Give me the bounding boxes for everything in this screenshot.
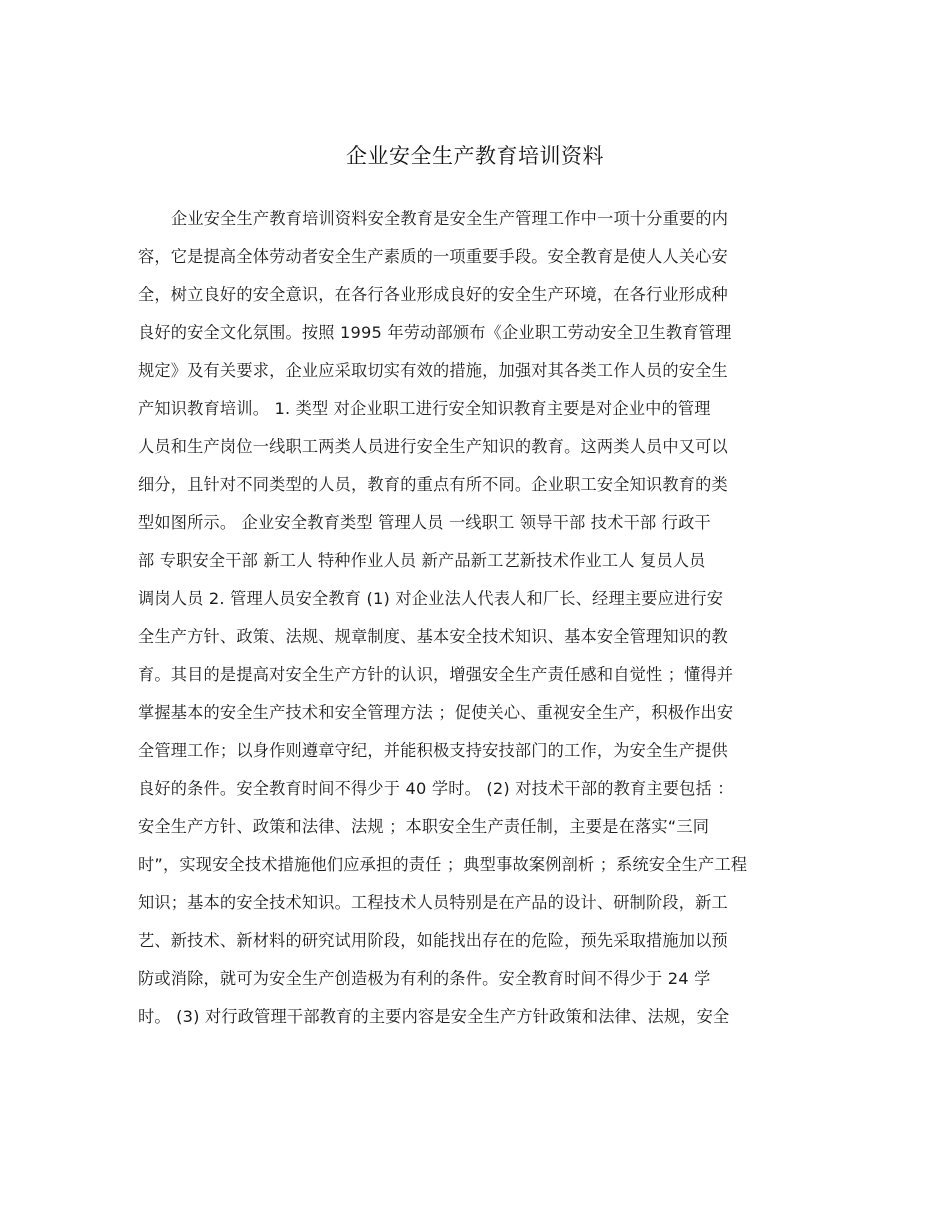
body-line: 型如图所示。 企业安全教育类型 管理人员 一线职工 领导干部 技术干部 行政干	[138, 513, 711, 532]
body-line: 人员和生产岗位一线职工两类人员进行安全生产知识的教育。这两类人员中又可以	[138, 437, 728, 456]
body-line: 全管理工作；以身作则遵章守纪，并能积极支持安技部门的工作，为安全生产提供	[138, 741, 728, 760]
document-body	[138, 200, 828, 1036]
body-line: 育。其目的是提高对安全生产方针的认识，增强安全生产责任感和自觉性 ；懂得并	[138, 665, 734, 684]
body-line: 容，它是提高全体劳动者安全生产素质的一项重要手段。安全教育是使人人关心安	[138, 247, 728, 266]
body-line: 规定》及有关要求，企业应采取切实有效的措施，加强对其各类工作人员的安全生	[138, 361, 728, 380]
body-line: 掌握基本的安全生产技术和安全管理方法 ；促使关心、重视安全生产，积极作出安	[138, 703, 734, 722]
body-line: 安全生产方针、政策和法律、法规 ；本职安全生产责任制，主要是在落实“三同	[138, 817, 710, 836]
body-line: 艺、新技术、新材料的研究试用阶段，如能找出存在的危险，预先采取措施加以预	[138, 931, 728, 950]
document-title: 企业安全生产教育培训资料	[346, 144, 604, 168]
body-line: 良好的安全文化氛围。按照 1995 年劳动部颁布《企业职工劳动安全卫生教育管理	[138, 323, 732, 342]
body-line: 调岗人员 2. 管理人员安全教育 (1) 对企业法人代表人和厂长、经理主要应进行安	[138, 589, 724, 608]
body-line: 细分，且针对不同类型的人员，教育的重点有所不同。企业职工安全知识教育的类	[138, 475, 728, 494]
body-line: 部 专职安全干部 新工人 特种作业人员 新产品新工艺新技术作业工人 复员人员	[138, 551, 706, 570]
body-line: 产知识教育培训。 1. 类型 对企业职工进行安全知识教育主要是对企业中的管理	[138, 399, 711, 418]
body-line: 防或消除，就可为安全生产创造极为有利的条件。安全教育时间不得少于 24 学	[138, 969, 711, 988]
body-line: 时。 (3) 对行政管理干部教育的主要内容是安全生产方针政策和法律、法规，安全	[138, 1007, 730, 1026]
body-line: 全生产方针、政策、法规、规章制度、基本安全技术知识、基本安全管理知识的教	[138, 627, 728, 646]
body-line: 企业安全生产教育培训资料安全教育是安全生产管理工作中一项十分重要的内	[171, 209, 729, 228]
body-line: 全，树立良好的安全意识，在各行各业形成良好的安全生产环境，在各行业形成种	[138, 285, 728, 304]
body-line: 时”，实现安全技术措施他们应承担的责任 ；典型事故案例剖析 ；系统安全生产工程	[138, 855, 748, 874]
body-line: 知识；基本的安全技术知识。工程技术人员特别是在产品的设计、研制阶段，新工	[138, 893, 728, 912]
body-line: 良好的条件。安全教育时间不得少于 40 学时。 (2) 对技术干部的教育主要包括 ：	[138, 779, 734, 798]
